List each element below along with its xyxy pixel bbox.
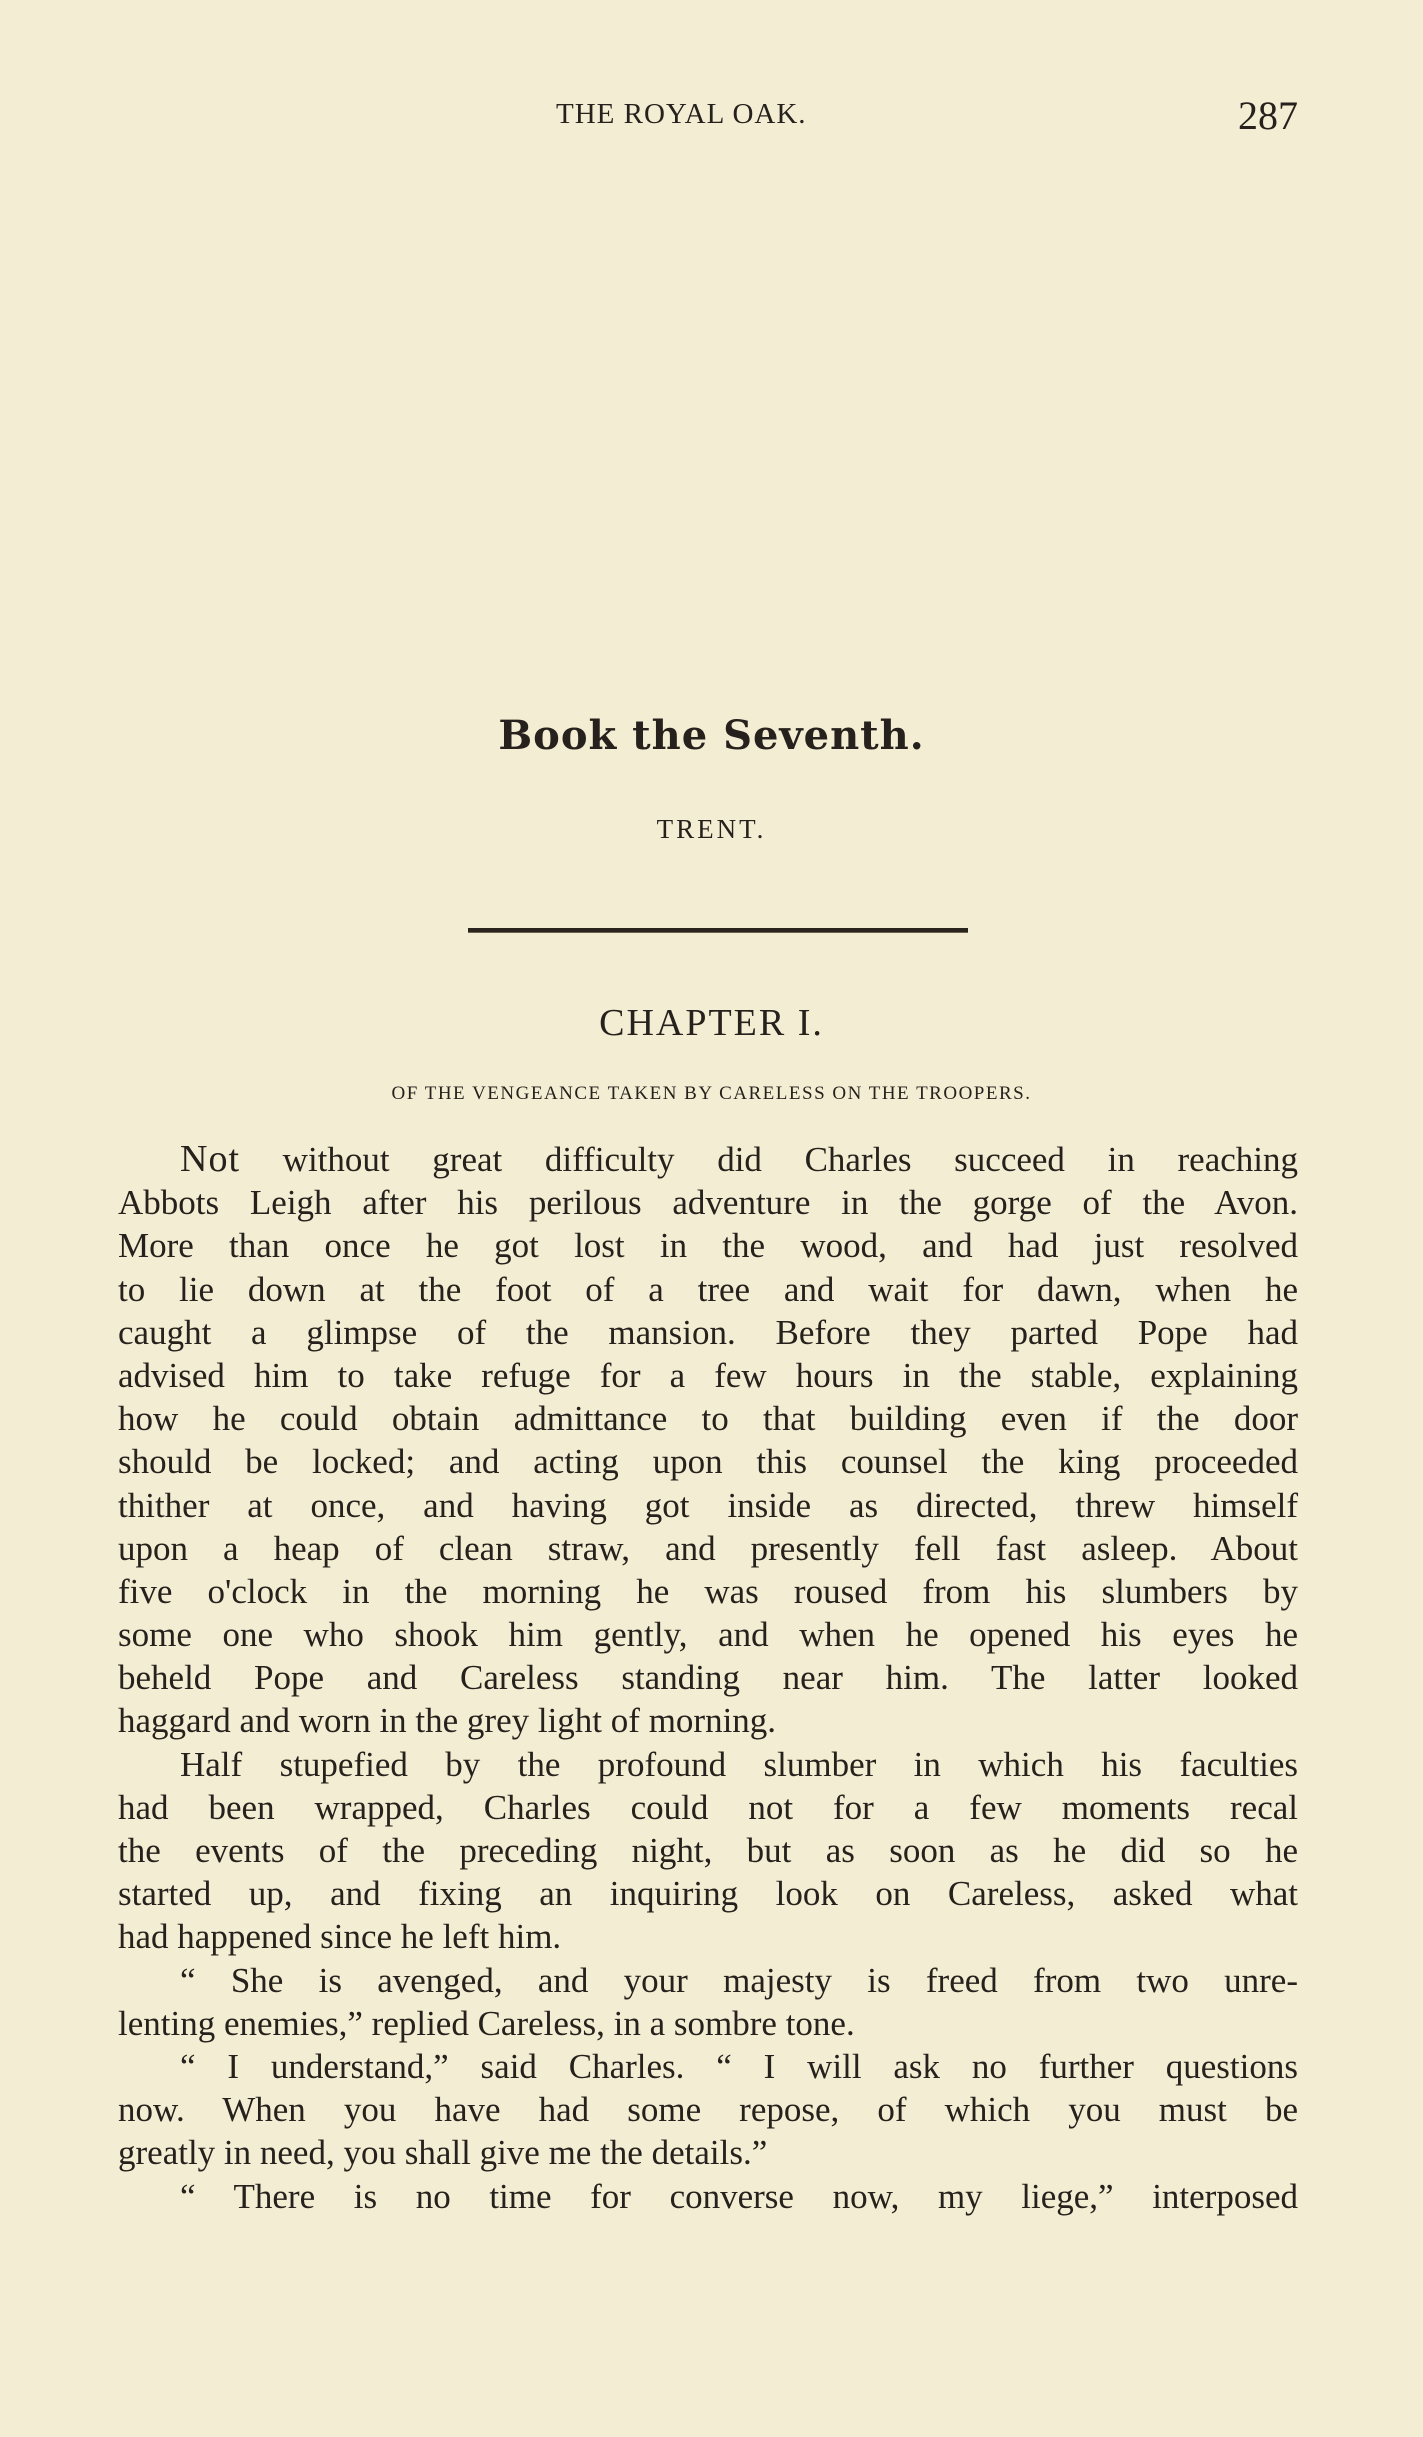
- text-line: haggard and worn in the grey light of morning.: [118, 1701, 777, 1741]
- text-line: some one who shook him gently, and when he opened his eyes he: [118, 1615, 1298, 1655]
- body-text: [118, 1138, 1298, 2218]
- text-line: caught a glimpse of the mansion. Before they parted Pope had: [118, 1312, 1298, 1352]
- text-line: thither at once, and having got inside as directed, threw himself: [118, 1485, 1298, 1525]
- text-line: greatly in need, you shall give me the details.”: [118, 2133, 768, 2173]
- text-line: had been wrapped, Charles could not for a few moments recal: [118, 1787, 1298, 1827]
- text-line: Abbots Leigh after his perilous adventure in the gorge of the Avon.: [118, 1183, 1298, 1223]
- text-line: More than once he got lost in the wood, and had just resolved: [118, 1226, 1298, 1266]
- text-line: advised him to take refuge for a few hours in the stable, explaining: [118, 1355, 1298, 1395]
- text-line: Half stupefied by the profound slumber in which his faculties: [180, 1744, 1298, 1784]
- text-line: five o'clock in the morning he was roused from his slumbers by: [118, 1571, 1298, 1611]
- text-line: beheld Pope and Careless standing near him. The latter looked: [118, 1658, 1298, 1698]
- page-number: 287: [1238, 93, 1298, 138]
- text-line: “ There is no time for converse now, my liege,” interposed: [180, 2176, 1298, 2216]
- chapter-subtitle: OF THE VENGEANCE TAKEN BY CARELESS ON THE TROOPERS.: [391, 1083, 1032, 1104]
- text-line: upon a heap of clean straw, and presently fell fast asleep. About: [118, 1528, 1298, 1568]
- text-line: should be locked; and acting upon this counsel the king proceeded: [118, 1442, 1298, 1482]
- text-line: the events of the preceding night, but as soon as he did so he: [118, 1831, 1298, 1870]
- text-line: lenting enemies,” replied Careless, in a sombre tone.: [118, 2003, 855, 2043]
- drop-word: Not: [180, 1138, 240, 1180]
- text-line: Not without great difficulty did Charles succeed in reaching: [180, 1138, 1298, 1180]
- chapter-heading: CHAPTER I.: [599, 1002, 824, 1044]
- text-line: now. When you have had some repose, of which you must be: [118, 2090, 1298, 2130]
- text-line: “ I understand,” said Charles. “ I will ask no further questions: [180, 2046, 1298, 2086]
- text-line: started up, and fixing an inquiring look on Careless, asked what: [118, 1874, 1298, 1914]
- running-title: THE ROYAL OAK.: [556, 98, 807, 130]
- running-head: [118, 93, 1298, 148]
- part-title: TRENT.: [656, 814, 767, 844]
- text-line: had happened since he left him.: [118, 1917, 562, 1957]
- book-title: Book the Seventh.: [498, 712, 925, 759]
- text-line: “ She is avenged, and your majesty is freed from two unre-: [180, 1960, 1298, 2000]
- text-line: to lie down at the foot of a tree and wait for dawn, when he: [118, 1269, 1298, 1309]
- text-line: how he could obtain admittance to that building even if the door: [118, 1399, 1298, 1439]
- section-rule: [468, 928, 968, 933]
